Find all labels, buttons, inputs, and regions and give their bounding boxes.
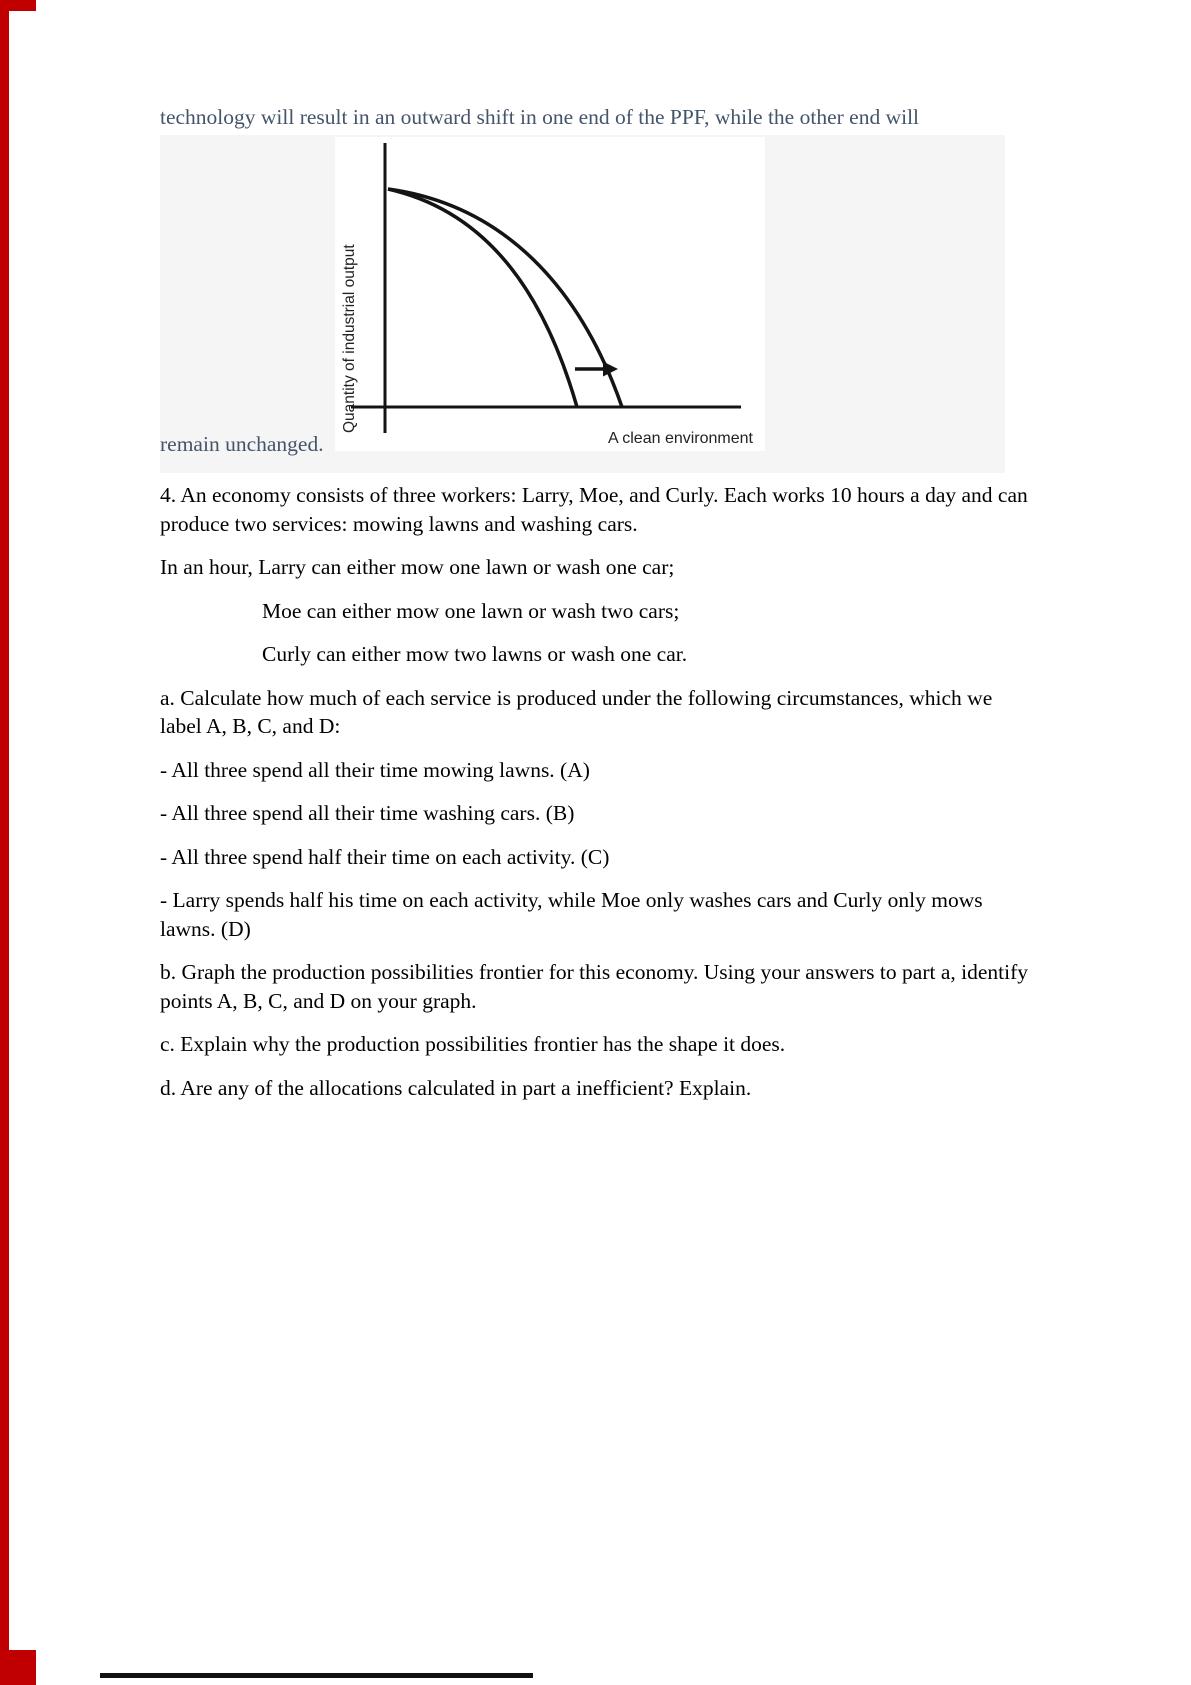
paragraph-part-d: d. Are any of the allocations calculated in part a inefficient? Explain. [160,1075,752,1100]
intro-line-bottom: remain unchanged. [160,432,324,456]
page-edge-bottom [0,1650,36,1685]
paragraph-part-c: c. Explain why the production possibilities frontier has the shape it does. [160,1032,786,1056]
problem-text [160,481,1038,1117]
intro-line-top: technology will result in an outward shift in one end of the PPF, while the other end will [160,105,920,129]
paragraph-part-b: b. Graph the production possibilities frontier for this economy. Using your answers to part a, identify points A, B, C, and D on your graph. [160,960,1028,1013]
figure-x-axis-label: A clean environment [608,430,753,447]
page-edge-left [0,0,9,1685]
paragraph-moe: Moe can either mow one lawn or wash two cars; [262,598,680,623]
paragraph-curly: Curly can either mow two lawns or wash one car. [262,642,688,666]
paragraph-larry: In an hour, Larry can either mow one lawn or wash one car; [160,555,675,579]
paragraph-case-d: - Larry spends half his time on each activity, while Moe only washes cars and Curly only mows lawns. (D) [160,888,983,941]
paragraph-part-a: a. Calculate how much of each service is produced under the following circumstances, which we label A, B, C, and D: [160,685,993,738]
paragraph-case-a: - All three spend all their time mowing lawns. (A) [160,757,590,782]
figure-band [160,135,1005,473]
ppf-curve-shifted [388,189,622,407]
ppf-figure [335,137,765,451]
bottom-divider [100,1673,533,1678]
ppf-chart [335,137,765,451]
paragraph-case-c: - All three spend half their time on each activity. (C) [160,844,610,869]
paragraph-question-4: 4. An economy consists of three workers: Larry, Moe, and Curly. Each works 10 hours a day and can produce two services: mowing lawns and washing cars. [160,483,1028,536]
figure-y-axis-label: Quantity of industrial output [341,244,358,433]
paragraph-case-b: - All three spend all their time washing cars. (B) [160,801,575,825]
